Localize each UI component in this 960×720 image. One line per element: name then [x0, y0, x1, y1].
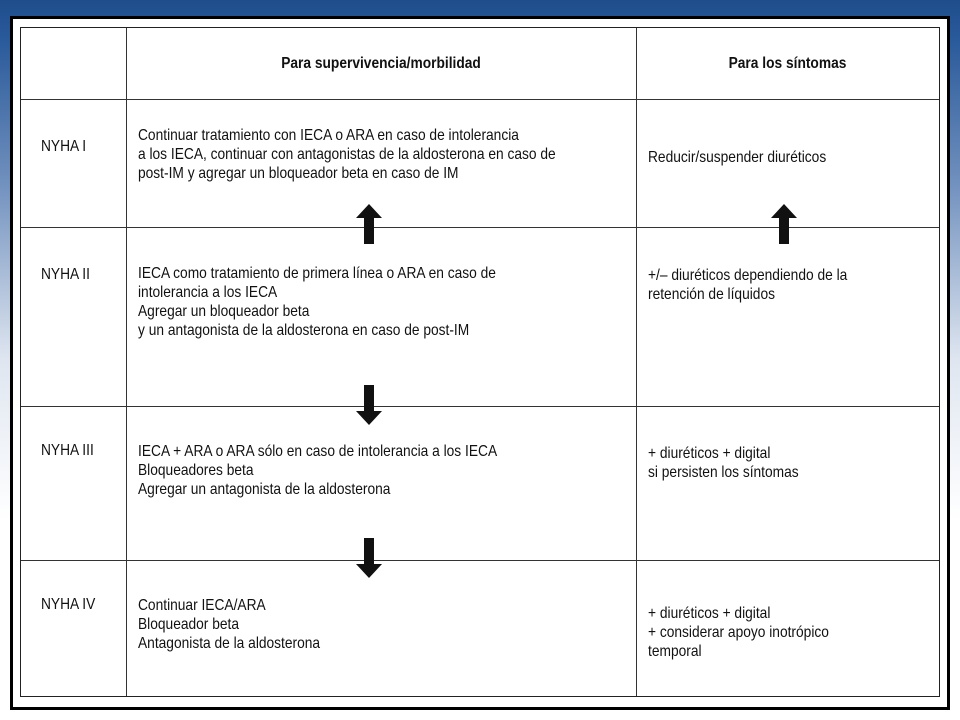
row-label-nyha-4: NYHA IV — [41, 596, 96, 613]
cell-line: IECA + ARA o ARA sólo en caso de intolerancia a los IECA — [138, 443, 498, 460]
down-arrow-icon — [356, 538, 382, 578]
cell-line: Continuar tratamiento con IECA o ARA en caso de intolerancia — [138, 127, 519, 144]
treatment-table — [20, 27, 940, 697]
header-survival: Para supervivencia/morbilidad — [281, 54, 481, 72]
row-divider — [21, 99, 939, 100]
row-divider — [21, 227, 939, 228]
cell-line: post-IM y agregar un bloqueador beta en caso de IM — [138, 165, 459, 182]
row-label-nyha-1: NYHA I — [41, 138, 87, 155]
row-label-nyha-3: NYHA III — [41, 442, 94, 459]
cell-line: y un antagonista de la aldosterona en caso de post-IM — [138, 322, 470, 339]
survival-cell-nyha-2 — [138, 264, 496, 340]
survival-cell-nyha-3 — [138, 442, 497, 499]
row-divider — [21, 406, 939, 407]
cell-line: Continuar IECA/ARA — [138, 597, 266, 614]
column-divider — [636, 28, 637, 696]
cell-line: intolerancia a los IECA — [138, 284, 278, 301]
symptoms-cell-nyha-3 — [648, 444, 799, 482]
slide — [10, 16, 950, 710]
cell-line: retención de líquidos — [648, 286, 775, 303]
up-arrow-icon — [771, 204, 797, 244]
survival-cell-nyha-1 — [138, 126, 556, 183]
cell-line: IECA como tratamiento de primera línea o ARA en caso de — [138, 265, 496, 282]
cell-line: + considerar apoyo inotrópico — [648, 624, 829, 641]
header-symptoms: Para los síntomas — [728, 54, 847, 72]
cell-line: Reducir/suspender diuréticos — [648, 149, 827, 166]
cell-line: + diuréticos + digital — [648, 605, 771, 622]
down-arrow-icon — [356, 385, 382, 425]
cell-line: Bloqueador beta — [138, 616, 239, 633]
cell-line: Antagonista de la aldosterona — [138, 635, 321, 652]
cell-line: si persisten los síntomas — [648, 464, 799, 481]
cell-line: Agregar un antagonista de la aldosterona — [138, 481, 391, 498]
symptoms-cell-nyha-2 — [648, 266, 847, 304]
column-divider — [126, 28, 127, 696]
row-divider — [21, 560, 939, 561]
cell-line: Bloqueadores beta — [138, 462, 254, 479]
cell-line: +/– diuréticos dependiendo de la — [648, 267, 848, 284]
cell-line: temporal — [648, 643, 702, 660]
cell-line: + diuréticos + digital — [648, 445, 771, 462]
cell-line: a los IECA, continuar con antagonistas de la aldosterona en caso de — [138, 146, 556, 163]
up-arrow-icon — [356, 204, 382, 244]
cell-line: Agregar un bloqueador beta — [138, 303, 310, 320]
symptoms-cell-nyha-4 — [648, 604, 829, 661]
symptoms-cell-nyha-1 — [648, 148, 826, 167]
survival-cell-nyha-4 — [138, 596, 320, 653]
row-label-nyha-2: NYHA II — [41, 266, 90, 283]
